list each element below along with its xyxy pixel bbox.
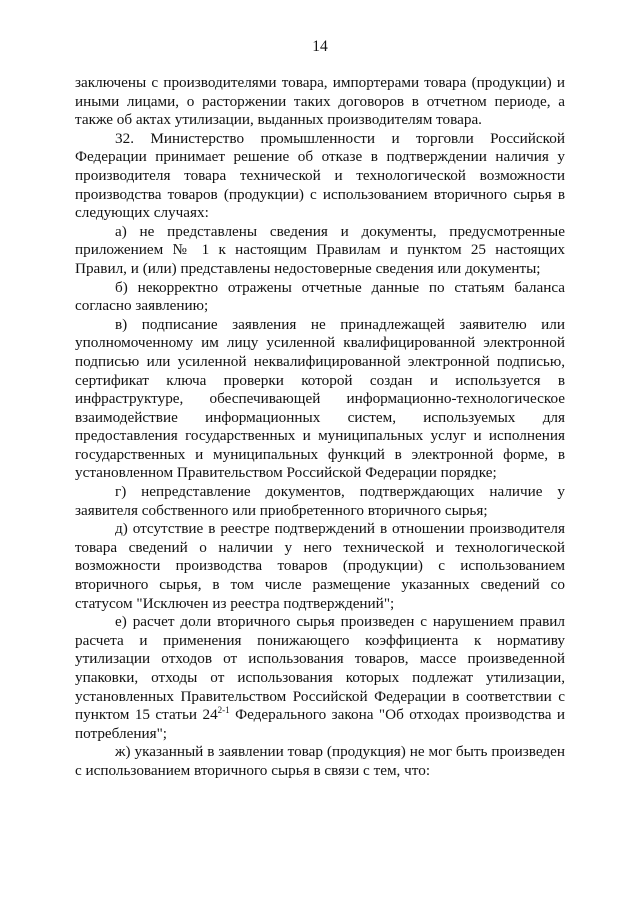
document-body — [75, 74, 565, 781]
paragraph-subitem-e — [75, 613, 565, 743]
paragraph-e-text-end: Федерального закона "Об отходах производства и потребления"; — [75, 706, 566, 742]
paragraph-subitem-d: д) отсутствие в реестре подтверждений в отношении производителя товара сведений о наличии у него технической и технологической возможности производства товаров (продукции) с использованием вторичного сырья, в том числе размещение указанных сведений со статусом "Исключен из реестра подтверждений"; — [75, 520, 565, 612]
paragraph-subitem-v: в) подписание заявления не принадлежащей заявителю или уполномоченному им лицу усиленной квалифицированной электронной подписью или усиленной неквалифицированной электронной подписью, сертификат ключа проверки которой создан и используется в инфраструктуре, обеспечивающей информационно-технологическое взаимодействие информационных систем, используемых для предоставления государственных и муниципальных услуг и исполнения государственных и муниципальных функций в электронной форме, в установленном Правительством Российской Федерации порядке; — [75, 315, 565, 482]
page-number: 14 — [312, 38, 328, 55]
paragraph-subitem-a: а) не представлены сведения и документы, предусмотренные приложением № 1 к настоящим Правилам и пунктом 25 настоящих Правил, и (или) представлены недостоверные сведения или документы; — [75, 222, 565, 277]
paragraph-e-text: е) расчет доли вторичного сырья произведен с нарушением правил расчета и применения понижающего коэффициента к нормативу утилизации отходов от использования товаров, массе произведенной упаковки, отходы от использования которых подлежат утилизации, установленных Правительством Российской Федерации в соответствии с пунктом 15 статьи 24 — [75, 613, 565, 724]
paragraph-subitem-g: г) непредставление документов, подтверждающих наличие у заявителя собственного или приобретенного вторичного сырья; — [75, 483, 565, 519]
paragraph-continuation: заключены с производителями товара, импортерами товара (продукции) и иными лицами, о расторжении таких договоров в отчетном периоде, а также об актах утилизации, выданных производителям товара. — [75, 74, 565, 129]
paragraph-item-32: 32. Министерство промышленности и торговли Российской Федерации принимает решение об отказе в подтверждении наличия у производителя товара технической и технологической возможности производства товаров (продукции) с использованием вторичного сырья в следующих случаях: — [75, 129, 565, 222]
paragraph-subitem-zh: ж) указанный в заявлении товар (продукция) не мог быть произведен с использованием вторичного сырья в связи с тем, что: — [75, 743, 565, 779]
article-superscript: 2-1 — [217, 705, 230, 716]
paragraph-subitem-b: б) некорректно отражены отчетные данные по статьям баланса согласно заявлению; — [75, 278, 565, 315]
